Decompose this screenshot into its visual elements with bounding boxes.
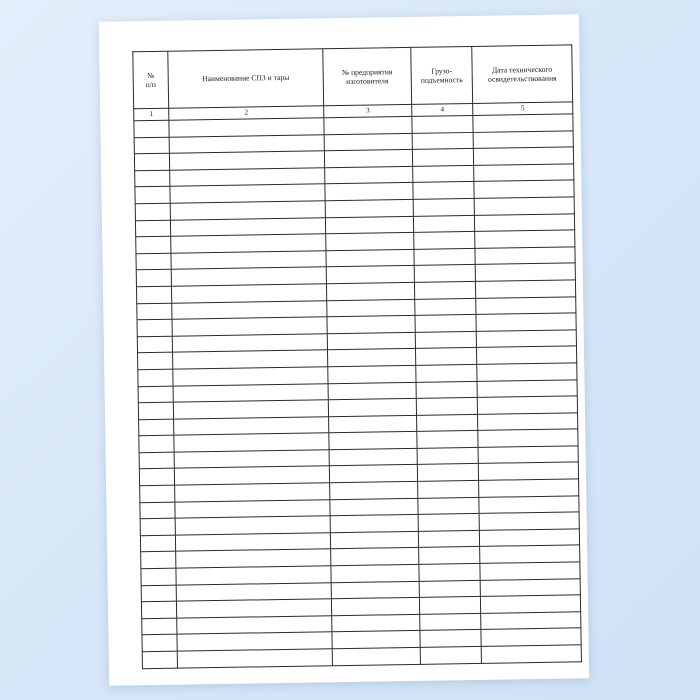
table-cell[interactable] xyxy=(473,147,573,165)
header-cell-number xyxy=(133,51,169,109)
table-cell[interactable] xyxy=(476,346,576,364)
table-cell[interactable] xyxy=(141,568,176,585)
table-cell[interactable] xyxy=(327,299,415,317)
table-cell[interactable] xyxy=(480,545,580,563)
header-line: Грузо- xyxy=(431,66,453,76)
table-cell[interactable] xyxy=(417,447,478,465)
table-cell[interactable] xyxy=(413,165,474,183)
table-cell[interactable] xyxy=(476,313,576,331)
table-cell[interactable] xyxy=(140,485,175,502)
table-cell[interactable] xyxy=(412,115,473,133)
table-cell[interactable] xyxy=(325,183,413,201)
table-cell[interactable] xyxy=(412,132,473,150)
header-line: Дата технического xyxy=(491,64,553,75)
table-cell[interactable] xyxy=(416,398,477,416)
header-cell-capacity xyxy=(411,46,473,104)
table-cell[interactable] xyxy=(140,535,175,552)
table-cell[interactable] xyxy=(417,414,478,432)
table-cell[interactable] xyxy=(137,303,172,320)
table-cell[interactable] xyxy=(328,398,416,416)
table-cell[interactable] xyxy=(481,628,581,646)
table-cell[interactable] xyxy=(419,563,480,581)
table-cell[interactable] xyxy=(418,530,479,548)
table-cell[interactable] xyxy=(480,562,580,580)
table-cell[interactable] xyxy=(415,298,476,316)
table-cell[interactable] xyxy=(139,419,174,436)
column-number-cell: 4 xyxy=(412,103,473,116)
table-cell[interactable] xyxy=(477,363,577,381)
table-cell[interactable] xyxy=(475,230,575,248)
table-cell[interactable] xyxy=(139,469,174,486)
table-cell[interactable] xyxy=(418,480,479,498)
table-cell[interactable] xyxy=(138,402,173,419)
header-line: № предприятия xyxy=(341,66,393,77)
header-line: освидетельствования xyxy=(487,73,557,84)
table-cell[interactable] xyxy=(142,651,177,668)
table-cell[interactable] xyxy=(326,249,414,267)
table-cell[interactable] xyxy=(140,518,175,535)
table-cell[interactable] xyxy=(135,220,170,237)
table-cell[interactable] xyxy=(329,465,417,483)
table-cell[interactable] xyxy=(477,379,577,397)
table-cell[interactable] xyxy=(136,270,171,287)
table-cell[interactable] xyxy=(330,481,418,499)
table-cell[interactable] xyxy=(332,631,420,649)
table-cell[interactable] xyxy=(326,282,414,300)
table-cell[interactable] xyxy=(328,365,416,383)
table-cell[interactable] xyxy=(134,153,169,170)
table-cell[interactable] xyxy=(327,332,415,350)
table-cell[interactable] xyxy=(324,116,412,134)
table-cell[interactable] xyxy=(419,580,480,598)
table-cell[interactable] xyxy=(478,413,578,431)
table-cell[interactable] xyxy=(136,286,171,303)
table-cell[interactable] xyxy=(142,618,177,635)
table-cell[interactable] xyxy=(414,248,475,266)
table-cell[interactable] xyxy=(412,149,473,167)
table-cell[interactable] xyxy=(329,432,417,450)
table-cell[interactable] xyxy=(142,635,177,652)
table-cell[interactable] xyxy=(140,502,175,519)
table-cell[interactable] xyxy=(326,233,414,251)
table-cell[interactable] xyxy=(137,336,172,353)
table-cell[interactable] xyxy=(413,198,474,216)
table-cell[interactable] xyxy=(138,369,173,386)
table-cell[interactable] xyxy=(480,578,580,596)
table-cell[interactable] xyxy=(134,137,169,154)
table-cell[interactable] xyxy=(326,266,414,284)
table-cell[interactable] xyxy=(413,215,474,233)
table-header xyxy=(133,45,573,121)
table-cell[interactable] xyxy=(415,315,476,333)
page-content xyxy=(132,45,556,669)
table-cell[interactable] xyxy=(478,446,578,464)
table-cell[interactable] xyxy=(139,435,174,452)
table-cell[interactable] xyxy=(177,649,332,668)
table-cell[interactable] xyxy=(475,280,575,298)
table-cell[interactable] xyxy=(138,386,173,403)
table-cell[interactable] xyxy=(330,515,418,533)
table-cell[interactable] xyxy=(477,396,577,414)
table-cell[interactable] xyxy=(478,429,578,447)
table-cell[interactable] xyxy=(332,614,420,632)
table-cell[interactable] xyxy=(415,331,476,349)
table-cell[interactable] xyxy=(332,647,420,665)
table-cell[interactable] xyxy=(137,319,172,336)
table-cell[interactable] xyxy=(135,203,170,220)
header-line: подъемность xyxy=(420,75,463,85)
header-line: Наименование СПЗ и тары xyxy=(202,73,290,84)
table-cell[interactable] xyxy=(481,612,581,630)
table-cell[interactable] xyxy=(475,263,575,281)
table-cell[interactable] xyxy=(141,552,176,569)
table-cell[interactable] xyxy=(474,164,574,182)
column-number-cell: 3 xyxy=(324,104,412,117)
document-page xyxy=(99,14,589,685)
table-cell[interactable] xyxy=(479,479,579,497)
header-cell-name xyxy=(168,49,324,108)
table-cell[interactable] xyxy=(481,645,581,663)
table-cell[interactable] xyxy=(324,150,412,168)
table-cell[interactable] xyxy=(331,598,419,616)
table-cell[interactable] xyxy=(419,597,480,615)
table-cell[interactable] xyxy=(325,166,413,184)
header-line: № xyxy=(146,70,155,80)
table-cell[interactable] xyxy=(420,613,481,631)
header-row xyxy=(133,45,573,109)
table-cell[interactable] xyxy=(329,448,417,466)
table-cell[interactable] xyxy=(136,236,171,253)
table-cell[interactable] xyxy=(418,514,479,532)
table-cell[interactable] xyxy=(474,197,574,215)
table-cell[interactable] xyxy=(415,348,476,366)
table-cell[interactable] xyxy=(141,585,176,602)
table-cell[interactable] xyxy=(416,381,477,399)
column-number-cell: 5 xyxy=(473,102,573,116)
table-cell[interactable] xyxy=(135,187,170,204)
table-cell[interactable] xyxy=(324,133,412,151)
table-cell[interactable] xyxy=(331,564,419,582)
table-cell[interactable] xyxy=(475,247,575,265)
header-line: изготовителя xyxy=(346,76,389,86)
table-cell[interactable] xyxy=(476,296,576,314)
table-cell[interactable] xyxy=(134,120,169,137)
table-cell[interactable] xyxy=(479,529,579,547)
table-cell[interactable] xyxy=(330,498,418,516)
table-cell[interactable] xyxy=(420,646,481,664)
table-cell[interactable] xyxy=(474,180,574,198)
table-cell[interactable] xyxy=(479,512,579,530)
table-cell[interactable] xyxy=(414,265,475,283)
table-cell[interactable] xyxy=(474,213,574,231)
table-cell[interactable] xyxy=(141,601,176,618)
table-cell[interactable] xyxy=(327,349,415,367)
table-cell[interactable] xyxy=(479,495,579,513)
table-cell[interactable] xyxy=(480,595,580,613)
table-cell[interactable] xyxy=(473,114,573,132)
log-table xyxy=(132,44,582,668)
table-cell[interactable] xyxy=(325,199,413,217)
table-cell[interactable] xyxy=(414,232,475,250)
table-cell[interactable] xyxy=(414,281,475,299)
table-cell[interactable] xyxy=(478,462,578,480)
column-number-cell: 2 xyxy=(169,106,324,120)
table-cell[interactable] xyxy=(473,130,573,148)
table-body xyxy=(134,114,582,668)
table-cell[interactable] xyxy=(138,353,173,370)
table-cell[interactable] xyxy=(135,170,170,187)
table-cell[interactable] xyxy=(419,547,480,565)
table-cell[interactable] xyxy=(417,431,478,449)
table-cell[interactable] xyxy=(416,364,477,382)
header-cell-inspection-date xyxy=(472,45,573,104)
header-cell-manufacturer xyxy=(323,47,412,105)
table-cell[interactable] xyxy=(476,330,576,348)
table-cell[interactable] xyxy=(413,182,474,200)
table-cell[interactable] xyxy=(136,253,171,270)
table-cell[interactable] xyxy=(329,415,417,433)
table-cell[interactable] xyxy=(327,316,415,334)
table-cell[interactable] xyxy=(417,464,478,482)
table-cell[interactable] xyxy=(139,452,174,469)
table-cell[interactable] xyxy=(330,531,418,549)
header-line: п/п xyxy=(145,79,157,90)
table-cell[interactable] xyxy=(331,581,419,599)
table-cell[interactable] xyxy=(331,548,419,566)
column-number-cell: 1 xyxy=(134,108,169,121)
table-cell[interactable] xyxy=(420,630,481,648)
table-cell[interactable] xyxy=(325,216,413,234)
table-cell[interactable] xyxy=(418,497,479,515)
table-cell[interactable] xyxy=(328,382,416,400)
